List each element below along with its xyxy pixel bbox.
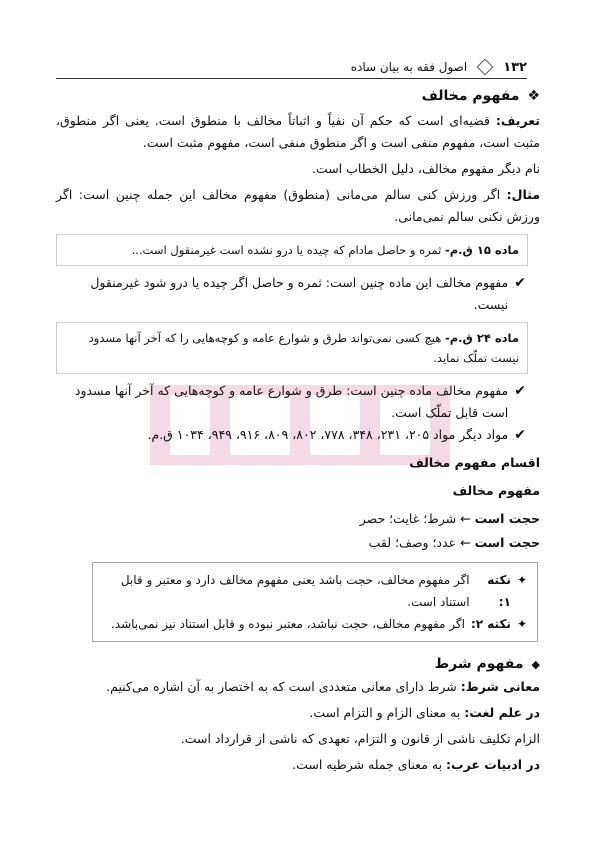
- check-icon: ✔: [514, 383, 526, 399]
- page-header: [56, 56, 527, 79]
- alt-name-paragraph: نام دیگر مفهوم مخالف، دلیل الخطاب است.: [311, 161, 540, 176]
- lexical-text: به معنای الزام و التزام است.: [309, 705, 461, 720]
- ornament-icon: [477, 59, 494, 76]
- check-text: [148, 424, 509, 446]
- article-15-box: [56, 234, 528, 266]
- types-heading: اقسام مفهوم مخالف: [409, 455, 540, 470]
- section-title: مفهوم مخالف: [421, 88, 520, 104]
- meanings-text: شرط دارای معانی متعددی است که به اختصار به آن اشاره می‌کنیم.: [106, 679, 457, 694]
- notes-box: [92, 562, 538, 642]
- check-text-numbers: ۲۰۵، ۲۳۱، ۳۴۸، ۷۷۸، ۸۰۲، ۸۰۹، ۹۱۶، ۹۴۹، ۱۰۳۴ ق.م.: [147, 427, 430, 442]
- note-text: اگر مفهوم مخالف، حجت نباشد، معتبر نبوده و قابل استناد نیز نمی‌باشد.: [110, 617, 465, 631]
- definition-label: تعریف:: [495, 113, 540, 128]
- check-item: [56, 272, 526, 316]
- note-label: نکته ۱:: [487, 573, 511, 609]
- example-label: مثال:: [506, 187, 540, 202]
- types-row-items: عدد؛ وصف؛ لقب: [368, 535, 457, 550]
- types-row: [56, 532, 540, 554]
- article-24-label: ماده ۲۴ ق.م-: [444, 331, 519, 345]
- article-24-text: هیچ کسی نمی‌تواند طرق و شوارع عامه و کوچه‌هایی را که آخر آنها مسدود نیست تملّک نماید.: [88, 331, 519, 365]
- star-icon: ✦: [516, 617, 527, 631]
- types-row-label: حجت است: [474, 535, 540, 550]
- check-icon: ✔: [514, 427, 526, 443]
- obligation-paragraph: الزام تکلیف ناشی از قانون و التزام، تعهدی که ناشی از قرارداد است.: [180, 731, 540, 746]
- article-24-box: [56, 322, 528, 374]
- types-subheading: مفهوم مخالف: [452, 483, 540, 498]
- check-icon: ✔: [514, 275, 526, 291]
- example-paragraph: [56, 184, 540, 228]
- article-15-text: ثمره و حاصل مادام که چیده یا درو نشده است غیرمنقول است...: [131, 243, 442, 257]
- note-item: [103, 569, 527, 613]
- section-title: مفهوم شرط: [434, 656, 524, 672]
- note-item: [103, 613, 527, 635]
- types-row-label: حجت است: [474, 511, 540, 526]
- section-heading: [56, 656, 540, 672]
- definition-paragraph: [56, 110, 540, 154]
- lexical-paragraph: [56, 702, 540, 724]
- note-label: نکته ۲:: [470, 617, 511, 631]
- check-item: [56, 380, 526, 424]
- four-diamond-icon: ❖: [527, 88, 540, 104]
- definition-text: قضیه‌ای است که حکم آن نفیاً و اثباتاً مخالف با منطوق است. یعنی اگر منطوق، مثبت است، مفهوم منفی است و اگر منطوق منفی است، مفهوم مثبت است.: [56, 113, 540, 150]
- arabic-label: در ادبیات عرب:: [446, 757, 540, 772]
- arrow-left-icon: ←: [460, 511, 471, 526]
- arabic-text: به معنای جمله شرطیه است.: [292, 757, 443, 772]
- book-title: اصول فقه به بیان ساده: [350, 60, 468, 74]
- check-text-label: مواد دیگر مواد: [433, 427, 509, 442]
- arrow-left-icon: ←: [460, 535, 471, 550]
- types-row: [56, 508, 540, 530]
- main-content: [56, 88, 540, 776]
- check-text: مفهوم مخالف این ماده چنین است: ثمره و حاصل اگر چیده یا درو شود غیرمنقول نیست.: [90, 275, 509, 312]
- arabic-paragraph: [56, 754, 540, 776]
- article-15-label: ماده ۱۵ ق.م-: [444, 243, 519, 257]
- section-heading: [56, 88, 540, 104]
- meanings-paragraph: [56, 676, 540, 698]
- types-row-items: شرط؛ غایت؛ حصر: [359, 511, 457, 526]
- diamond-icon: ◆: [531, 657, 540, 671]
- lexical-label: در علم لغت:: [464, 705, 540, 720]
- page-number: ۱۳۲: [503, 59, 527, 75]
- check-item: [56, 424, 526, 446]
- star-icon: ✦: [516, 573, 527, 587]
- note-text: اگر مفهوم مخالف، حجت باشد یعنی مفهوم مخالف دارد و معتبر و قابل استناد است.: [120, 573, 470, 609]
- example-text: اگر ورزش کنی سالم می‌مانی (منطوق) مفهوم مخالف این جمله چنین است: اگر ورزش نکنی سالم نمی‌مانی.: [56, 187, 540, 224]
- meanings-label: معانی شرط:: [460, 679, 540, 694]
- check-text: مفهوم مخالف ماده چنین است: طرق و شوارع عامه و کوچه‌هایی که آخر آنها مسدود است قابل تملّک است.: [74, 383, 509, 420]
